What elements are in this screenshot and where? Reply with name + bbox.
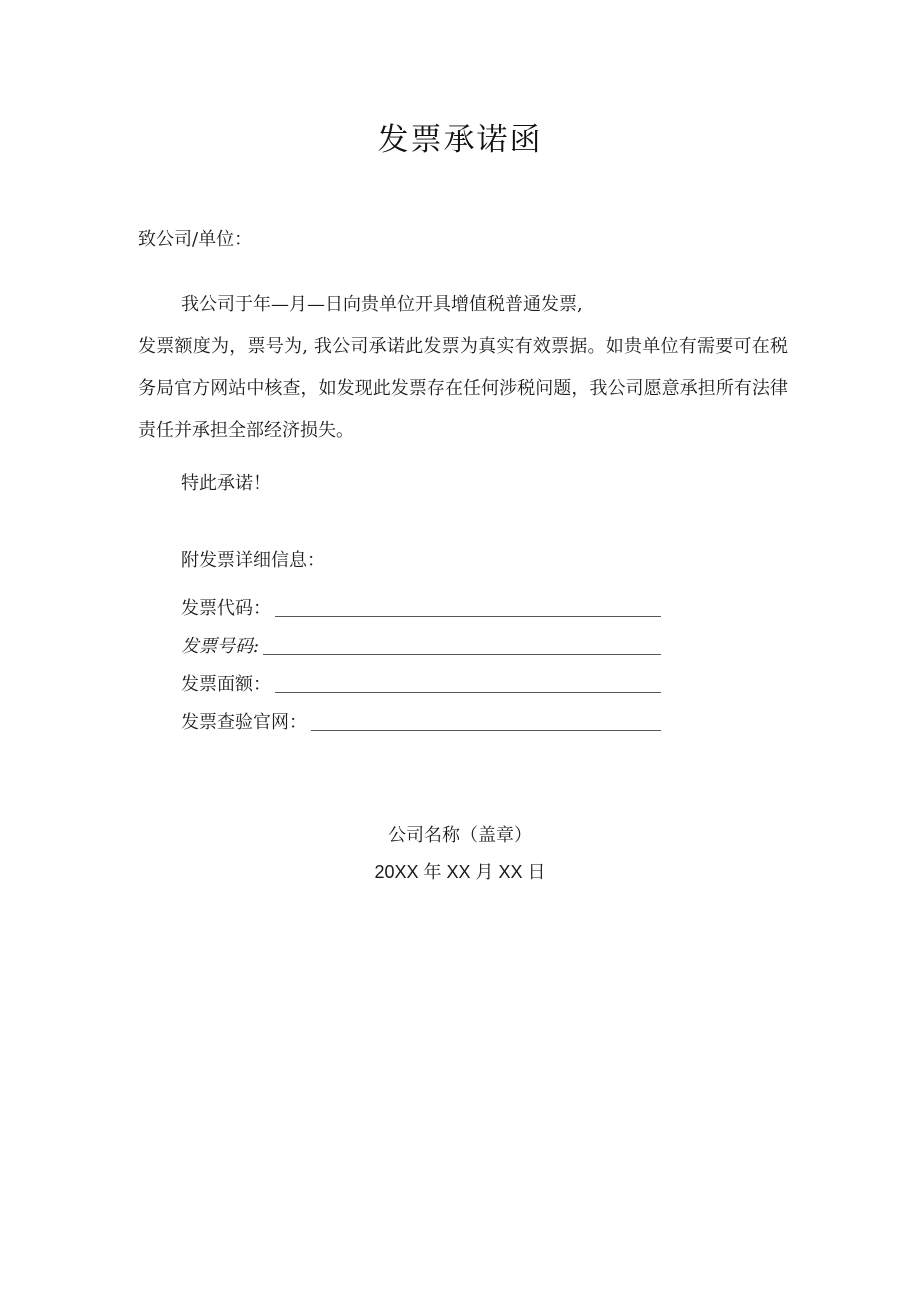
invoice-number-blank[interactable] — [263, 634, 661, 655]
invoice-code-label: 发票代码： — [181, 598, 271, 619]
invoice-code-blank[interactable] — [275, 596, 661, 617]
invoice-amount-label: 发票面额： — [181, 674, 271, 695]
paragraph-first-line: 我公司于年—月—日向贵单位开具增值税普通发票, — [181, 294, 583, 315]
details-heading: 附发票详细信息： — [181, 550, 325, 571]
invoice-amount-row — [181, 661, 661, 699]
verification-site-row — [181, 699, 661, 737]
verification-site-label: 发票查验官网： — [181, 712, 307, 733]
verification-site-blank[interactable] — [311, 710, 661, 731]
invoice-code-row — [181, 585, 661, 623]
signature-date: 20XX 年 XX 月 XX 日 — [374, 862, 546, 882]
salutation: 致公司/单位： — [138, 229, 253, 250]
pledge-paragraph — [138, 284, 788, 452]
paragraph-body: 发票额度为，票号为, 我公司承诺此发票为真实有效票据。如贵单位有需要可在税务局官方网站中核查，如发现此发票存在任何涉税问题，我公司愿意承担所有法律责任并承担全部经济损失。 — [138, 336, 788, 441]
company-name-seal: 公司名称（盖章） — [388, 825, 532, 846]
signature-block — [0, 818, 920, 890]
invoice-amount-blank[interactable] — [275, 672, 661, 693]
pledge-statement: 特此承诺！ — [181, 473, 271, 494]
invoice-details — [181, 547, 661, 737]
invoice-number-label: 发票号码: — [181, 636, 260, 657]
invoice-number-row — [181, 623, 661, 661]
document-title: 发票承诺函 — [377, 122, 543, 158]
